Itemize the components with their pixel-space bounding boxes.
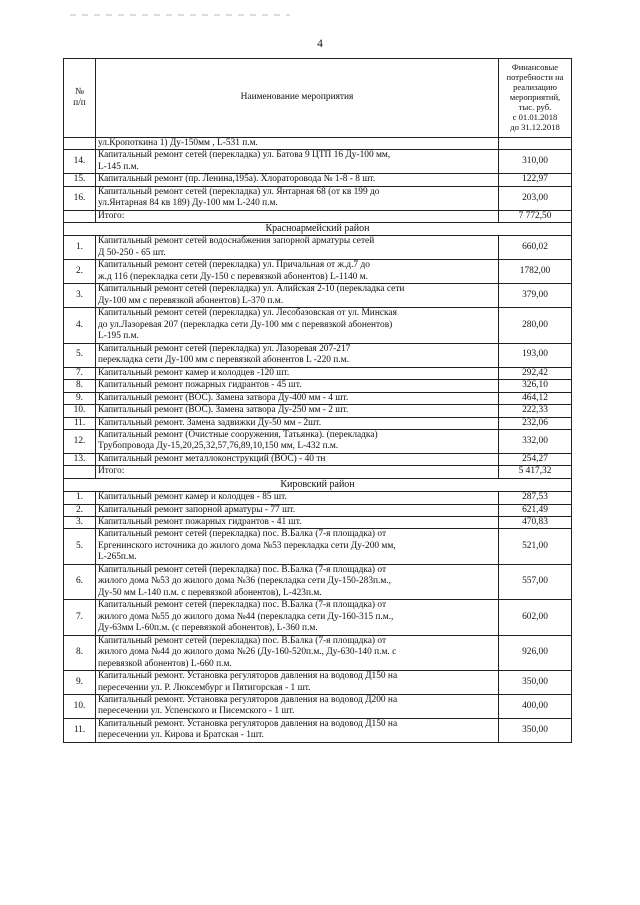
description-line: Капитальный ремонт. Замена задвижки Ду-50 мм - 2шт. bbox=[98, 417, 322, 428]
row-description bbox=[96, 417, 499, 429]
description-line: Капитальный ремонт сетей (перекладка) пос. В.Балка (7-я площадка) от bbox=[98, 564, 387, 575]
description-line: жилого дома №53 до жилого дома №36 (перекладка сети Ду-150-283п.м., bbox=[98, 576, 391, 587]
table-row bbox=[64, 138, 572, 150]
row-amount: 521,00 bbox=[499, 529, 572, 564]
description-line: Ду-63мм L-60п.м. (с перевязкой абонентов), L-360 п.м. bbox=[98, 623, 318, 634]
table-row bbox=[64, 516, 572, 528]
table-row bbox=[64, 671, 572, 695]
row-amount: 292,42 bbox=[499, 367, 572, 379]
row-amount: 350,00 bbox=[499, 671, 572, 695]
description-line: Капитальный ремонт сетей (перекладка) ул. Причальная от ж.д.7 до bbox=[98, 260, 370, 271]
row-description bbox=[96, 174, 499, 186]
header-name: Наименование мероприятия bbox=[96, 59, 499, 138]
table-row bbox=[64, 504, 572, 516]
row-description bbox=[96, 150, 499, 174]
row-amount: 280,00 bbox=[499, 308, 572, 343]
row-number: 1. bbox=[64, 236, 96, 260]
total-row bbox=[64, 466, 572, 478]
row-amount: 1782,00 bbox=[499, 260, 572, 284]
row-number: 16. bbox=[64, 186, 96, 210]
row-description bbox=[96, 516, 499, 528]
description-line: пересечении ул. Кирова и Братская - 1шт. bbox=[98, 730, 264, 741]
row-description bbox=[96, 210, 499, 222]
row-number: 11. bbox=[64, 417, 96, 429]
description-line: Капитальный ремонт пожарных гидрантов - 41 шт. bbox=[98, 516, 302, 527]
row-description bbox=[96, 600, 499, 635]
row-description bbox=[96, 695, 499, 719]
header-finance-line: мероприятий, bbox=[509, 92, 561, 103]
table-row bbox=[64, 186, 572, 210]
description-line: Ду-50 мм L-140 п.м. с перевязкой абонентов), L-423п.м. bbox=[98, 587, 322, 598]
row-amount: 7 772,50 bbox=[499, 210, 572, 222]
measures-table bbox=[63, 58, 572, 743]
table-row bbox=[64, 392, 572, 404]
description-line: Д 50-250 - 65 шт. bbox=[98, 247, 166, 258]
description-line: Капитальный ремонт сетей (перекладка) ул. Янтарная 68 (от кв 199 до bbox=[98, 186, 380, 197]
row-number: 9. bbox=[64, 671, 96, 695]
row-description bbox=[96, 260, 499, 284]
row-amount: 332,00 bbox=[499, 429, 572, 453]
table-row bbox=[64, 284, 572, 308]
table-row bbox=[64, 260, 572, 284]
description-line: Капитальный ремонт металлоконструкций (ВОС) - 40 тн bbox=[98, 453, 326, 464]
row-description bbox=[96, 504, 499, 516]
row-number: 7. bbox=[64, 367, 96, 379]
row-amount: 203,00 bbox=[499, 186, 572, 210]
row-amount: 379,00 bbox=[499, 284, 572, 308]
table-header-row bbox=[64, 59, 572, 138]
row-amount: 222,33 bbox=[499, 405, 572, 417]
description-line: перекладка сети Ду-100 мм с перевязкой абонентов L -220 п.м. bbox=[98, 355, 349, 366]
row-description bbox=[96, 718, 499, 742]
description-line: L-195 п.м. bbox=[98, 331, 139, 342]
description-line: Капитальный ремонт (ВОС). Замена затвора Ду-400 мм - 4 шт. bbox=[98, 392, 349, 403]
table-row bbox=[64, 367, 572, 379]
row-number: 10. bbox=[64, 695, 96, 719]
row-amount: 400,00 bbox=[499, 695, 572, 719]
row-amount: 470,83 bbox=[499, 516, 572, 528]
table-row bbox=[64, 429, 572, 453]
row-number: 3. bbox=[64, 284, 96, 308]
description-line: Капитальный ремонт камер и колодцев - 85 шт. bbox=[98, 492, 287, 503]
row-amount: 287,53 bbox=[499, 492, 572, 504]
row-number: 6. bbox=[64, 564, 96, 599]
description-line: Капитальный ремонт (пр. Ленина,195а). Хлораторовода № 1-8 - 8 шт. bbox=[98, 174, 376, 185]
row-amount: 193,00 bbox=[499, 343, 572, 367]
table-row bbox=[64, 718, 572, 742]
row-number: 13. bbox=[64, 453, 96, 465]
description-line: Капитальный ремонт (ВОС). Замена затвора Ду-250 мм - 2 шт. bbox=[98, 405, 349, 416]
row-amount: 254,27 bbox=[499, 453, 572, 465]
row-amount: 464,12 bbox=[499, 392, 572, 404]
row-amount: 326,10 bbox=[499, 380, 572, 392]
description-line: Ду-100 мм с перевязкой абонентов) L-370 п.м. bbox=[98, 295, 284, 306]
description-line: L-265п.м. bbox=[98, 552, 137, 563]
header-number-line: № bbox=[75, 86, 84, 97]
description-line: ж.д 116 (перекладка сети Ду-150 с перевязкой абонентов) L-1140 м. bbox=[98, 271, 368, 282]
row-description bbox=[96, 429, 499, 453]
row-number: 11. bbox=[64, 718, 96, 742]
section-header-row bbox=[64, 478, 572, 491]
table-row bbox=[64, 308, 572, 343]
table-row bbox=[64, 492, 572, 504]
table-row bbox=[64, 417, 572, 429]
row-number: 2. bbox=[64, 504, 96, 516]
row-description bbox=[96, 138, 499, 150]
table-row bbox=[64, 150, 572, 174]
header-finance-line: Финансовые bbox=[511, 62, 559, 73]
description-line: пересечении ул. Р. Люксембург и Пятигорская - 1 шт. bbox=[98, 682, 311, 693]
description-line: Капитальный ремонт камер и колодцев -120 шт. bbox=[98, 367, 290, 378]
description-line: Капитальный ремонт (Очистные сооружения, Татьянка). (перекладка) bbox=[98, 429, 378, 440]
row-amount: 926,00 bbox=[499, 635, 572, 670]
row-description bbox=[96, 635, 499, 670]
page-number: 4 bbox=[317, 38, 323, 50]
row-number bbox=[64, 138, 96, 150]
description-line: пересечении ул. Успенского и Писемского - 1 шт. bbox=[98, 706, 295, 717]
description-line: жилого дома №44 до жилого дома №26 (Ду-160-520п.м., Ду-630-140 п.м. с bbox=[98, 647, 397, 658]
header-finance bbox=[499, 59, 572, 138]
description-line: Капитальный ремонт сетей (перекладка) пос. В.Балка (7-я площадка) от bbox=[98, 600, 387, 611]
row-amount: 5 417,32 bbox=[499, 466, 572, 478]
description-line: Капитальный ремонт сетей (перекладка) ул. Лазоревая 207-217 bbox=[98, 343, 351, 354]
row-description bbox=[96, 343, 499, 367]
row-number: 15. bbox=[64, 174, 96, 186]
row-number: 5. bbox=[64, 529, 96, 564]
row-amount: 350,00 bbox=[499, 718, 572, 742]
description-line: Трубопровода Ду-15,20,25,32,57,76,89,10,150 мм, L-432 п.м. bbox=[98, 441, 339, 452]
description-line: Итого: bbox=[98, 466, 125, 477]
table-row bbox=[64, 174, 572, 186]
row-description bbox=[96, 236, 499, 260]
description-line: Капитальный ремонт запорной арматуры - 77 шт. bbox=[98, 504, 296, 515]
row-number bbox=[64, 466, 96, 478]
header-number bbox=[64, 59, 96, 138]
total-row bbox=[64, 210, 572, 222]
row-description bbox=[96, 671, 499, 695]
table-row bbox=[64, 600, 572, 635]
header-finance-line: потребности на bbox=[506, 72, 564, 83]
table-row bbox=[64, 529, 572, 564]
description-line: L-145 п.м. bbox=[98, 161, 139, 172]
description-line: Капитальный ремонт. Установка регуляторов давления на водовод Д150 на bbox=[98, 718, 398, 729]
description-line: Итого: bbox=[98, 210, 125, 221]
description-line: Капитальный ремонт. Установка регуляторов давления на водовод Д150 на bbox=[98, 671, 398, 682]
row-number: 8. bbox=[64, 380, 96, 392]
row-description bbox=[96, 405, 499, 417]
description-line: перевязкой абонентов) L-660 п.м. bbox=[98, 658, 232, 669]
description-line: Капитальный ремонт сетей (перекладка) пос. В.Балка (7-я площадка) от bbox=[98, 529, 387, 540]
description-line: до ул.Лазоревая 207 (перекладка сети Ду-100 мм с перевязкой абонентов) bbox=[98, 319, 393, 330]
row-description bbox=[96, 392, 499, 404]
row-number: 5. bbox=[64, 343, 96, 367]
row-description bbox=[96, 564, 499, 599]
header-finance-line: с 01.01.2018 bbox=[512, 111, 558, 122]
table-row bbox=[64, 236, 572, 260]
description-line: Капитальный ремонт пожарных гидрантов - 45 шт. bbox=[98, 380, 302, 391]
description-line: ул.Янтарная 84 кв 189) Ду-100 мм L-240 п.м. bbox=[98, 198, 278, 209]
section-title: Кировский район bbox=[64, 478, 572, 491]
row-number: 1. bbox=[64, 492, 96, 504]
row-number bbox=[64, 210, 96, 222]
row-amount bbox=[499, 138, 572, 150]
row-description bbox=[96, 453, 499, 465]
description-line: Капитальный ремонт сетей (перекладка) ул. Батова 9 ЦТП 16 Ду-100 мм, bbox=[98, 150, 391, 161]
row-number: 7. bbox=[64, 600, 96, 635]
row-number: 8. bbox=[64, 635, 96, 670]
row-description bbox=[96, 529, 499, 564]
row-description bbox=[96, 308, 499, 343]
description-line: ул.Кропоткина 1) Ду-150мм , L-531 п.м. bbox=[98, 138, 258, 148]
row-amount: 122,97 bbox=[499, 174, 572, 186]
description-line: Капитальный ремонт сетей (перекладка) ул. Лесобазовская от ул. Минская bbox=[98, 308, 397, 319]
row-description bbox=[96, 186, 499, 210]
row-amount: 660,02 bbox=[499, 236, 572, 260]
row-description bbox=[96, 466, 499, 478]
table-row bbox=[64, 453, 572, 465]
description-line: Капитальный ремонт сетей (перекладка) ул. Алийская 2-10 (перекладка сети bbox=[98, 284, 405, 295]
row-description bbox=[96, 492, 499, 504]
row-amount: 557,00 bbox=[499, 564, 572, 599]
header-number-line: п/п bbox=[73, 98, 86, 108]
description-line: Капитальный ремонт. Установка регуляторов давления на водовод Д200 на bbox=[98, 695, 398, 705]
row-number: 12. bbox=[64, 429, 96, 453]
header-finance-line: до 31.12.2018 bbox=[510, 121, 560, 132]
row-amount: 310,00 bbox=[499, 150, 572, 174]
section-title: Красноармейский район bbox=[64, 223, 572, 236]
row-number: 10. bbox=[64, 405, 96, 417]
row-number: 3. bbox=[64, 516, 96, 528]
row-number: 4. bbox=[64, 308, 96, 343]
table-row bbox=[64, 635, 572, 670]
row-amount: 232,06 bbox=[499, 417, 572, 429]
scan-artifact bbox=[70, 14, 290, 16]
header-finance-line: тыс. руб. bbox=[518, 101, 552, 112]
row-number: 2. bbox=[64, 260, 96, 284]
row-amount: 621,49 bbox=[499, 504, 572, 516]
row-amount: 602,00 bbox=[499, 600, 572, 635]
description-line: жилого дома №55 до жилого дома №44 (перекладка сети Ду-160-315 п.м., bbox=[98, 611, 394, 622]
table-row bbox=[64, 564, 572, 599]
description-line: Капитальный ремонт сетей (перекладка) пос. В.Балка (7-я площадка) от bbox=[98, 635, 387, 646]
row-description bbox=[96, 380, 499, 392]
description-line: Капитальный ремонт сетей водоснабжения запорной арматуры сетей bbox=[98, 236, 375, 247]
table-row bbox=[64, 405, 572, 417]
table-row bbox=[64, 695, 572, 719]
row-description bbox=[96, 367, 499, 379]
row-number: 14. bbox=[64, 150, 96, 174]
row-description bbox=[96, 284, 499, 308]
table-row bbox=[64, 380, 572, 392]
row-number: 9. bbox=[64, 392, 96, 404]
table-body bbox=[64, 138, 572, 743]
description-line: Ергенинского источника до жилого дома №53 перекладка сети Ду-200 мм, bbox=[98, 540, 396, 551]
header-finance-line: реализацию bbox=[513, 82, 557, 93]
section-header-row bbox=[64, 223, 572, 236]
table-row bbox=[64, 343, 572, 367]
